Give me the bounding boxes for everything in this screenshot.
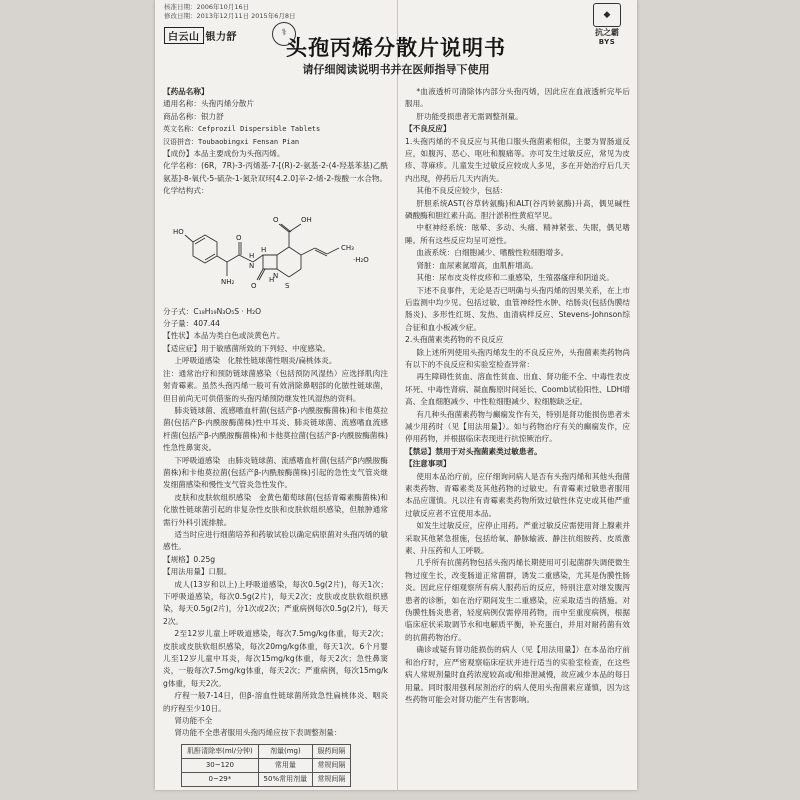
paragraph: 肾脏：血尿素氮增高，血肌酐增高。 xyxy=(416,260,538,270)
label-n1: N xyxy=(249,261,255,270)
paragraph: 再生障碍性贫血、溶血性贫血、出血、肾功能不全、中毒性表皮坏死、中毒性肾病、凝血酶原时间延长、Coomb试验阳性、LDH增高、全血细胞减少、中性粒细胞减少、粒细胞缺乏症。 xyxy=(405,372,630,407)
paragraph: 皮肤和皮肤软组织感染 金黄色葡萄球菌(包括青霉素酶菌株)和化脓性链球菌引起的非复杂性皮肤和皮肤软组织感染，但脓肿通常需行外科引流排脓。 xyxy=(163,492,388,527)
table-cell: 50%常用剂量 xyxy=(258,772,312,786)
paragraph: 几乎所有抗菌药物包括头孢丙烯长期使用可引起菌群失调使微生物过度生长，改变肠道正常菌群，诱发二重感染，尤其是伪膜性肠炎。因此应仔细观察所有病人服药后的反应，特别注意对继发腹泻患者的诊断，如在治疗期间发生二重感染，应采取适当的措施。对伪膜性肠炎患者，轻度病例仅需停用药物，而中至重度病例，根据临床症状采取调节水和电解质平衡，补充蛋白，并用对耐药菌有效的抗菌药物治疗。 xyxy=(405,558,630,642)
paragraph: 肝胆系统AST(谷草转氨酶)和ALT(谷丙转氨酶)升高，偶见碱性磷酸酶和胆红素升高。胆汁淤积性黄疸罕见。 xyxy=(405,198,630,221)
paragraph: 其他不良反应较少，包括： xyxy=(416,186,508,196)
brand-right-name: 抗之霸 xyxy=(595,28,619,37)
brand-mark-icon: ◆ xyxy=(593,3,621,27)
label-n2: N xyxy=(273,271,279,280)
label-h2o: ·H₂O xyxy=(353,255,369,264)
paragraph: 通用名称：头孢丙烯分散片 xyxy=(163,99,255,109)
document-subtitle: 请仔细阅读说明书并在医师指导下使用 xyxy=(302,63,490,76)
section-heading: 【不良反应】 xyxy=(405,124,451,134)
table-row xyxy=(182,772,351,786)
label-o2: O xyxy=(251,281,257,290)
paragraph: 【用法用量】口服。 xyxy=(163,567,232,577)
paragraph: 2至12岁儿童上呼吸道感染，每次7.5mg/kg体重，每天2次；皮肤或皮肤软组织感染，每次20mg/kg体重，每天1次。6个月婴儿至12岁儿童中耳炎，每次15mg/kg体重，每天2次；急性鼻窦炎，一般每次7.5mg/kg体重，每天2次；严重病例，每次15mg/kg体重，每天2次。 xyxy=(163,629,388,688)
label-oh: OH xyxy=(301,215,312,224)
approval-dates xyxy=(164,3,295,21)
table-header-cell: 肌酐清除率(ml/分钟) xyxy=(182,744,259,758)
label-h1: H xyxy=(249,251,255,260)
paragraph: 中枢神经系统：眩晕、多动、头痛、精神紧张、失眠，偶见嗜睡。所有这些反应均呈可逆性。 xyxy=(405,223,630,245)
label-s: S xyxy=(285,281,290,290)
paragraph: 汉语拼音：Toubaobingxi Fensan Pian xyxy=(163,137,300,146)
paragraph: 其他：尿布皮炎样皮疹和二重感染，生殖器瘙痒和阴道炎。 xyxy=(416,273,614,283)
paragraph: 注：通常治疗和预防链球菌感染（包括预防风湿热）应选择肌肉注射青霉素。虽然头孢丙烯一般可有效消除鼻咽部的化脓性链球菌，但目前尚无可供借鉴的头孢丙烯预防继发性风湿热的资料。 xyxy=(163,368,388,403)
label-o3: O xyxy=(273,215,279,224)
paragraph: 疗程一般7-14日，但β-溶血性链球菌所致急性扁桃体炎、咽炎的疗程至少10日。 xyxy=(163,691,388,713)
table-cell: 常规间隔 xyxy=(312,758,350,772)
renal-dose-table xyxy=(181,744,351,787)
label-nh2: NH₂ xyxy=(221,277,235,286)
left-column xyxy=(163,86,388,787)
paragraph: 下呼吸道感染 由肺炎链球菌、流感嗜血杆菌(包括产β内酰胺酶菌株)和卡他莫拉菌(包括产β-内酰胺酶菌株)引起的急性支气管炎继发细菌感染和慢性支气管炎急性发作。 xyxy=(163,455,388,490)
leaflet-sheet xyxy=(155,0,637,790)
label-ch3: CH₃ xyxy=(341,243,354,252)
structure-drawing xyxy=(163,200,388,300)
label-h3: H xyxy=(269,275,275,284)
chemical-structure xyxy=(163,200,388,300)
paragraph: 商品名称：银力舒 xyxy=(163,111,224,121)
paragraph: 适当时应进行细菌培养和药敏试验以确定病原菌对头孢丙烯的敏感性。 xyxy=(163,529,388,552)
paragraph: 【性状】本品为类白色或淡黄色片。 xyxy=(163,331,285,341)
fold-line xyxy=(397,0,398,790)
paragraph: 英文名称：Cefprozil Dispersible Tablets xyxy=(163,125,321,134)
emblem-icon: ⚕ xyxy=(272,22,296,46)
paragraph: 化学结构式： xyxy=(163,186,209,196)
label-o1: O xyxy=(236,233,242,242)
paragraph: 肾功能不全患者服用头孢丙烯应按下表调整剂量： xyxy=(174,728,342,738)
table-cell: 常用量 xyxy=(258,758,312,772)
paragraph: 肾功能不全 xyxy=(174,716,213,726)
paragraph: 分子式：C₁₈H₁₉N₃O₅S · H₂O xyxy=(163,306,262,316)
brand-left-product: 银力舒 xyxy=(205,32,237,43)
paragraph: 成人(13岁和以上)上呼吸道感染，每次0.5g(2片)，每天1次；下呼吸道感染，每次0.5g(2片)，每天2次；皮肤或皮肤软组织感染，每天0.5g(2片)，分1次或2次；严重病例每次0.5g(2片)，每天2次。 xyxy=(163,579,388,626)
paragraph: 除上述所列使用头孢丙烯发生的不良反应外，头孢菌素类药物尚有以下的不良反应和实验室检查异常： xyxy=(405,347,630,369)
table-row xyxy=(182,758,351,772)
brand-left-name: 白云山 xyxy=(164,27,204,44)
right-column xyxy=(405,86,630,706)
paragraph: 化学名称：(6R，7R)-3-丙烯基-7-[(R)-2-氨基-2-(4-羟基苯基)乙酰氨基]-8-氧代-5-硫杂-1-氮杂双环[4.2.0]辛-2-烯-2-羧酸一水合物。 xyxy=(163,161,388,183)
paragraph: 1.头孢丙烯的不良反应与其他口服头孢菌素相似，主要为胃肠道反应，如腹泻、恶心、呕吐和腹痛等。亦可发生过敏反应，常见为皮疹、荨麻疹。儿童发生过敏反应较成人多见，多在开始治疗后几天内出现，停药后几天内消失。 xyxy=(405,136,630,183)
paragraph: 【适应症】用于敏感菌所致的下列轻、中度感染。 xyxy=(163,343,331,353)
table-cell: 0~29* xyxy=(182,772,259,786)
section-heading: 【禁忌】禁用于对头孢菌素类过敏患者。 xyxy=(405,446,542,456)
paragraph: 血液系统：白细胞减少、嗜酸性粒细胞增多。 xyxy=(416,248,569,258)
section-heading: 【药品名称】 xyxy=(163,87,209,96)
paragraph: 肺炎链球菌、流感嗜血杆菌(包括产β-内酰胺酶菌株)和卡他莫拉菌(包括产β-内酰胺酶菌株)性中耳炎、肺炎链球菌、流感嗜血流感杆菌(包括产β-内酰胺酶菌株)和卡他莫拉菌(包括产β-内酰胺酶菌株)性急性鼻窦炎。 xyxy=(163,405,388,453)
paragraph: 下述不良事件，无论是否已明确与头孢丙烯的因果关系，在上市后监测中均少见。包括过敏、血管神经性水肿、结肠炎(包括伪膜结肠炎)、多形性红斑、发热、血清病样反应、Stevens-Johnson综合征和血小板减少症。 xyxy=(405,285,630,332)
paragraph: 使用本品治疗前，应仔细询问病人是否有头孢丙烯和其他头孢菌素类药物、青霉素类及其他药物的过敏史。有青霉素过敏患者服用本品应谨慎。凡以往有青霉素类药物所致过敏性休克史或其他严重过敏反应者不宜使用本品。 xyxy=(405,471,630,518)
document-title: 头孢丙烯分散片说明书 xyxy=(286,36,506,60)
paragraph: 肝功能受损患者无需调整剂量。 xyxy=(416,111,523,121)
paragraph: 【成份】本品主要成份为头孢丙烯。 xyxy=(163,149,285,159)
paragraph: 有几种头孢菌素药物与癫痫发作有关，特别是肾功能损伤患者未减少用药时（见【用法用量】）。如与药物治疗有关的癫痫发作，应停用药物，并根据临床表现进行抗惊厥治疗。 xyxy=(405,409,630,444)
label-ho: HO xyxy=(173,227,184,236)
paragraph: 分子量：407.44 xyxy=(163,319,220,329)
paragraph: 上呼吸道感染 化脓性链球菌性咽炎/扁桃体炎。 xyxy=(174,356,337,366)
section-heading: 【注意事项】 xyxy=(405,459,451,469)
approval-date: 核准日期：2006年10月16日 xyxy=(164,3,250,11)
revision-date: 修改日期：2013年12月11日 2015年6月8日 xyxy=(164,12,296,20)
table-header-cell: 剂量(mg) xyxy=(258,744,312,758)
paragraph: 【规格】0.25g xyxy=(163,554,216,564)
brand-right-sub: BYS xyxy=(598,38,616,46)
paragraph: 如发生过敏反应，应停止用药。严重过敏反应需使用肾上腺素并采取其他紧急措施，包括给氧、静脉输液、静注抗组胺药、皮质激素、升压药和人工呼吸。 xyxy=(405,521,630,556)
paragraph: *血液透析可清除体内部分头孢丙烯，因此应在血液透析完毕后服用。 xyxy=(405,87,630,109)
paragraph: 2.头孢菌素类药物的不良反应 xyxy=(405,335,504,345)
paragraph: 确诊或疑有肾功能损伤的病人（见【用法用量】）在本品治疗前和治疗时，应严密观察临床症状并进行适当的实验室检查，在这些病人常规剂量时血药浓度较高或/和排泄减慢，故应减少本品的每日用量。同时服用强利尿剂治疗的病人使用头孢菌素应谨慎，因为这些药物可能会对肾功能产生有害影响。 xyxy=(405,645,630,704)
table-header-cell: 服药间隔 xyxy=(312,744,350,758)
table-cell: 常规间隔 xyxy=(312,772,350,786)
table-header-row xyxy=(182,744,351,758)
table-cell: 30~120 xyxy=(182,758,259,772)
label-h2: H xyxy=(261,245,267,254)
